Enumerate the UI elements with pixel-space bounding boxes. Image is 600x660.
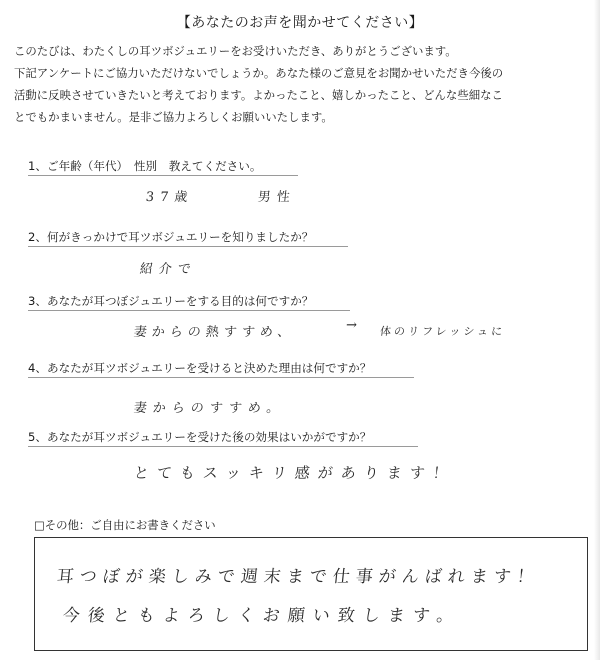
question-1: 1、ご年齢（年代） 性別 教えてください。 [28,159,262,173]
question-underline [28,246,348,247]
intro-text [14,40,594,128]
other-label: □その他：ご自由にお書きください [34,518,216,532]
answer-3-part2: 体のリフレッシュに [379,325,506,338]
free-comment-box [34,537,588,651]
intro-line: とでもかまいません。是非ご協力よろしくお願いいたします。 [14,110,333,124]
scan-edge-shadow [594,0,600,660]
page-title: 【あなたのお声を聞かせてください】 [176,15,424,31]
question-5: 5、あなたが耳ツボジュエリーを受けた後の効果はいかがですか？ [28,430,372,444]
intro-line: このたびは、わたくしの耳ツボジュエリーをお受けいただき、ありがとうございます。 [14,44,457,58]
question-underline [28,310,350,311]
intro-line: 下記アンケートにご協力いただけないでしょうか。あなた様のご意見をお聞かせいただき今後の [14,66,504,80]
answer-1-gender: 男性 [257,190,297,205]
question-underline [28,175,298,176]
question-3: 3、あなたが耳つぼジュエリーをする目的は何ですか？ [28,294,314,308]
answer-2: 紹介で [139,262,198,277]
question-4: 4、あなたが耳ツボジュエリーを受けると決めた理由は何ですか？ [28,361,372,375]
answer-3-arrow: → [345,318,364,333]
comment-line-2: 今後ともよろしくお願い致します。 [61,606,463,626]
answer-3-part1: 妻からの熱すすめ、 [133,325,297,340]
answer-4: 妻からのすすめ。 [133,401,287,416]
answer-1-age: 37歳 [145,190,195,205]
answer-5: とてもスッキリ感があります！ [133,464,457,482]
comment-line-1: 耳つぼが楽しみで週末まで仕事がんばれます！ [55,567,541,587]
question-2: 2、何がきっかけで耳ツボジュエリーを知りましたか？ [28,230,314,244]
intro-line: 活動に反映させていきたいと考えております。よかったこと、嬉しかったこと、どんな些細なこ [14,88,503,102]
question-underline [28,446,418,447]
question-underline [28,377,414,378]
